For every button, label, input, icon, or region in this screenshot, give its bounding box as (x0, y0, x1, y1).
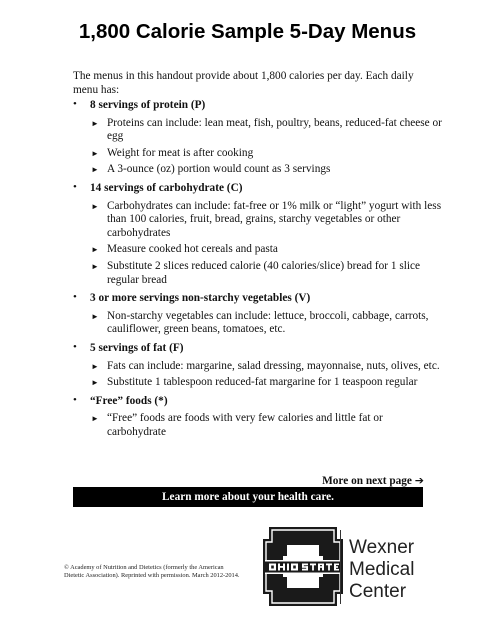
bullet-icon: • (73, 180, 77, 193)
section-heading: 5 servings of fat (F) (90, 341, 184, 354)
more-label: More on next page (322, 475, 412, 487)
sub-item-text: Weight for meat is after cooking (107, 146, 254, 159)
triangle-bullet-icon: ► (91, 361, 99, 371)
sub-list (90, 412, 443, 439)
triangle-bullet-icon: ► (91, 414, 99, 424)
sub-list (90, 200, 443, 288)
triangle-bullet-icon: ► (91, 311, 99, 321)
list-item (73, 182, 443, 287)
bullet-icon: • (73, 340, 77, 353)
brand-line: Wexner (349, 537, 415, 558)
sub-list-item (90, 376, 443, 390)
bullet-icon: • (73, 393, 77, 406)
triangle-bullet-icon: ► (91, 165, 99, 175)
sub-list-item (90, 360, 443, 374)
sub-list-item (90, 310, 443, 337)
sub-list-item (90, 243, 443, 257)
sub-list-item (90, 117, 443, 144)
section-heading: 8 servings of protein (P) (90, 99, 206, 111)
bullet-icon: • (73, 98, 77, 110)
sub-item-text: Carbohydrates can include: fat-free or 1% milk or “light” yogurt with less than 100 calories, fruit, bread, grains, starchy vegetables or other carbohydrates (107, 199, 442, 239)
sub-item-text: Fats can include: margarine, salad dressing, mayonnaise, nuts, olives, etc. (107, 359, 440, 372)
sub-item-text: A 3-ounce (oz) portion would count as 3 servings (107, 163, 331, 176)
menu-requirements-list (73, 99, 443, 444)
sub-item-text: Proteins can include: lean meat, fish, poultry, beans, reduced-fat cheese or egg (107, 116, 442, 143)
sub-list-item (90, 200, 443, 241)
bullet-icon: • (73, 291, 77, 304)
sub-list-item (90, 260, 443, 287)
sub-list (90, 117, 443, 177)
triangle-bullet-icon: ► (91, 148, 99, 158)
list-item (73, 99, 443, 177)
list-item (73, 342, 443, 390)
copyright-notice: © Academy of Nutrition and Dietetics (formerly the American Dietetic Association). Reprinted with permission. March 2012-2014. (64, 564, 240, 580)
list-item (73, 292, 443, 337)
triangle-bullet-icon: ► (91, 118, 99, 128)
sub-item-text: “Free” foods are foods with very few calories and little fat or carbohydrate (107, 412, 383, 438)
sub-item-text: Measure cooked hot cereals and pasta (107, 243, 278, 256)
right-arrow-icon: ➔ (414, 474, 424, 487)
section-heading: “Free” foods (*) (90, 394, 168, 407)
intro-paragraph: The menus in this handout provide about 1,800 calories per day. Each daily menu has: (73, 70, 414, 96)
sub-list (90, 360, 443, 390)
triangle-bullet-icon: ► (91, 245, 99, 255)
ohio-state-block-o-logo (263, 525, 343, 608)
section-heading: 3 or more servings non-starchy vegetables (V) (90, 292, 311, 305)
more-on-next-page (322, 474, 424, 487)
sub-list-item (90, 412, 443, 439)
sub-list-item (90, 163, 443, 177)
brand-line: Medical (349, 559, 415, 580)
learn-more-banner: Learn more about your health care. (73, 487, 423, 507)
logo-divider (340, 530, 341, 604)
sub-item-text: Non-starchy vegetables can include: lettuce, broccoli, cabbage, carrots, cauliflower, green beans, tomatoes, etc. (107, 309, 429, 336)
sub-item-text: Substitute 1 tablespoon reduced-fat margarine for 1 teaspoon regular (107, 376, 418, 389)
wexner-medical-center-wordmark (349, 537, 414, 603)
triangle-bullet-icon: ► (91, 261, 99, 271)
triangle-bullet-icon: ► (91, 201, 99, 211)
sub-list-item (90, 147, 443, 161)
list-item (73, 395, 443, 440)
page-title: 1,800 Calorie Sample 5-Day Menus (78, 20, 417, 43)
sub-item-text: Substitute 2 slices reduced calorie (40 calories/slice) bread for 1 slice regular bread (107, 259, 421, 286)
sub-list (90, 310, 443, 337)
triangle-bullet-icon: ► (91, 378, 99, 388)
brand-line: Center (349, 581, 407, 602)
section-heading: 14 servings of carbohydrate (C) (90, 181, 243, 194)
